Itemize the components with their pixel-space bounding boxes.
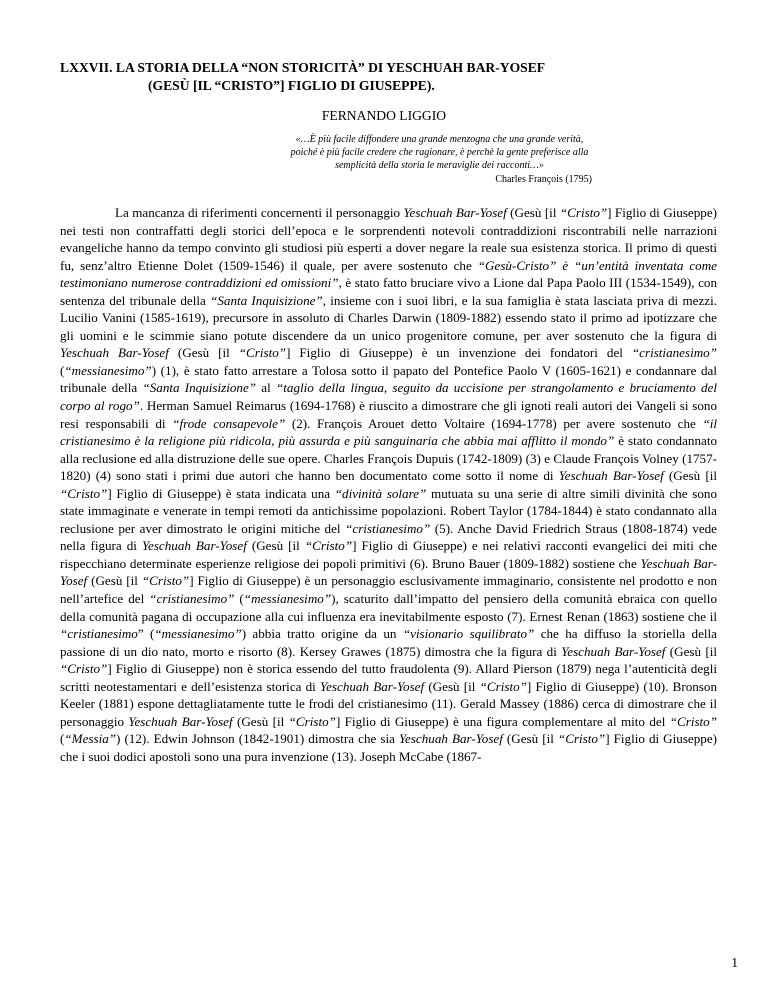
- text-run: è stato condannato alla reclusione ed alla distruzione delle sue opere. Charles François Dupuis (1742-1809) (3) e Claude François Volney (1757-1820) (4) sono stati i primi due autori che hanno ben documentato come sotto il nome di: [60, 433, 717, 484]
- italic-text-run: Yeschuah Bar-Yosef: [141, 538, 247, 554]
- text-run: . Herman Samuel Reimarus (1694-1768) è riuscito a dimostrare che gli ignoti reali autori dei Vangeli si sono resi responsabili di: [60, 398, 717, 431]
- epigraph: [287, 133, 592, 186]
- text-run: mutuata su una serie di altre simili divinità che sono state immaginate e venerate in tempi remoti da antichissime popolazioni. Robert Taylor (1784-1844) è stato condannato alla reclusione per aver dimostrato le origini mitiche del: [60, 485, 717, 536]
- italic-text-run: Yeschuah Bar-Yosef: [128, 713, 233, 729]
- italic-text-run: “messianesimo”: [243, 591, 332, 607]
- text-run: (: [60, 731, 65, 747]
- text-run: (Gesù [il: [665, 643, 717, 659]
- text-run: ] Figlio di Giuseppe) e nei relativi racconti evangelici dei miti che rispecchiano determinate esperienze religiose dei popoli primitivi (6). Bruno Bauer (1809-1882) sostiene che: [60, 538, 718, 571]
- italic-text-run: “Cristo”: [304, 538, 353, 554]
- italic-text-run: “Santa Inquisizione”: [210, 292, 323, 308]
- italic-text-run: “cristianesimo”: [631, 345, 717, 361]
- text-run: (: [234, 591, 244, 607]
- italic-text-run: “frode consapevole”: [172, 415, 286, 431]
- italic-text-run: “cristianesimo: [60, 626, 138, 642]
- text-run: (Gesù [il: [87, 573, 142, 589]
- text-run: , è stato fatto bruciare vivo a Lione dal Papa Paolo III (1534-1549), con sentenza del tribunale della: [60, 275, 717, 308]
- epigraph-quote: «…È più facile diffondere una grande menzogna che una grande verità, poiché è più facile credere che ragionare, è perchè la gente preferisce alla semplicità della storia le meraviglie dei racconti…»: [290, 134, 589, 172]
- italic-text-run: Yeschuah Bar-Yosef: [398, 731, 503, 747]
- italic-text-run: “il cristianesimo è la religione più ridicola, più assurda e più sanguinaria che abbia mai afflitto il mondo”: [60, 415, 718, 449]
- italic-text-run: “Cristo”: [557, 731, 606, 747]
- italic-text-run: “messianesimo”: [154, 626, 242, 642]
- title-line-1: LXXVII. LA STORIA DELLA “NON STORICITÀ” DI YESCHUAH BAR-YOSEF: [60, 60, 546, 75]
- text-run: ) (12). Edwin Johnson (1842-1901) dimostra che sia: [116, 731, 399, 747]
- text-run: (: [60, 362, 65, 378]
- italic-text-run: “Cristo”: [559, 205, 608, 220]
- italic-text-run: “Cristo”: [479, 678, 527, 694]
- text-run: ] Figlio di Giuseppe) che i suoi dodici apostoli sono una pura invenzione (13). Joseph McCabe (1867-: [60, 731, 717, 764]
- text-run: (Gesù [il: [424, 678, 480, 694]
- italic-text-run: “Cristo”: [669, 713, 718, 729]
- text-run: (Gesù [il: [663, 468, 717, 484]
- italic-text-run: “Messia”: [64, 731, 117, 747]
- text-run: ] Figlio di Giuseppe) nei testi non contraffatti degli storici dell’epoca e le sorprendenti notevoli contraddizioni riscontrabili nelle narrazioni evangeliche hanno da tempo convinto gli studiosi più esperti a dover negare la reale sua esistenza storica. Il primo di questi fu, senz’altro Etienne Dolet (1509-1546) il quale, per avere sostenuto che: [60, 205, 718, 273]
- italic-text-run: Yeschuah Bar-Yosef: [320, 678, 425, 694]
- italic-text-run: Yeschuah Bar-Yosef: [558, 468, 664, 484]
- text-run: ] Figlio di Giuseppe) è un personaggio esclusivamente immaginario, consistente nel prodotto e non nell’artefice del: [60, 573, 717, 607]
- text-run: ] Figlio di Giuseppe) è un invenzione dei fondatori del: [286, 345, 632, 361]
- text-run: ] Figlio di Giuseppe) è una figura complementare al mito del: [335, 713, 670, 729]
- body-paragraph: [60, 204, 717, 766]
- italic-text-run: “Gesù-Cristo” è “un’entità inventata come testimoniano numerose contraddizioni ed omissioni”: [60, 257, 717, 291]
- text-run: ] Figlio di Giuseppe) non è storica essendo del tutto fraudolenta (9). Allard Pierson (1879) nega l’autenticità degli scritti neotestamentari e dell’esistenza storica di: [60, 661, 717, 694]
- text-run: (Gesù [il: [246, 538, 305, 554]
- italic-text-run: “visionario squilibrato”: [402, 626, 535, 642]
- italic-text-run: Yeschuah Bar-Yosef: [60, 345, 169, 361]
- italic-text-run: “Cristo”: [141, 573, 190, 589]
- page-number: 1: [731, 955, 738, 970]
- text-run: (Gesù [il: [502, 731, 558, 747]
- text-run: (5). Anche David Friedrich Straus (1808-1874) vede nella figura di: [60, 520, 717, 554]
- italic-text-run: Yeschuah Bar-Yosef: [403, 205, 507, 220]
- italic-text-run: “divinità solare”: [334, 485, 427, 501]
- text-run: La mancanza di riferimenti concernenti il personaggio: [115, 205, 404, 220]
- text-run: ) (1), è stato fatto arrestare a Tolosa sotto il papato del Pontefice Paolo V (1605-1621) e condannare dal tribunale della: [60, 362, 717, 396]
- text-run: ” (: [137, 626, 155, 642]
- italic-text-run: “Cristo”: [238, 345, 287, 361]
- text-run: (Gesù [il: [506, 205, 560, 220]
- italic-text-run: “Cristo”: [60, 485, 108, 501]
- text-run: (Gesù [il: [168, 345, 239, 361]
- italic-text-run: “Cristo”: [288, 713, 336, 729]
- title-line-2: (GESÙ [IL “CRISTO”] FIGLIO DI GIUSEPPE).: [148, 77, 435, 93]
- text-run: ) abbia tratto origine da un: [241, 626, 403, 642]
- italic-text-run: “Cristo”: [60, 661, 108, 677]
- text-run: (Gesù [il: [232, 713, 289, 729]
- document-title: [60, 59, 740, 94]
- author-name: FERNANDO LIGGIO: [321, 108, 447, 123]
- italic-text-run: “taglio della lingua, seguito da uccisione per strangolamento e bruciamento del corpo al rogo”: [60, 380, 718, 414]
- text-run: , insieme con i suoi libri, e la sua famiglia è stata lasciata priva di mezzi. Lucilio Vanini (1585-1619), precursore in assoluto di Charles Darwin (1809-1882) essendo stato il primo ad ipotizzare che gli uomini e le scimmie siano potute discendere da un unico progenitore comune, per aver sostenuto che la figura di: [60, 292, 717, 343]
- text-run: (2). François Arouet detto Voltaire (1694-1778) per avere sostenuto che: [285, 415, 703, 431]
- text-run: ), scaturito dall’impatto del pensiero della comunità ebraica con quello della comunità pagana di occupazione alla cui influenza era inevitabilmente esposto (7). Ernest Renan (1863) sostiene che il: [60, 591, 717, 624]
- epigraph-attribution: Charles François (1795): [495, 173, 592, 185]
- italic-text-run: “cristianesimo”: [345, 520, 431, 536]
- italic-text-run: Yeschuah Bar-Yosef: [60, 555, 717, 589]
- italic-text-run: “Santa Inquisizione”: [142, 380, 257, 396]
- italic-text-run: Yeschuah Bar-Yosef: [561, 643, 666, 659]
- text-run: ] Figlio di Giuseppe) è stata indicata una: [107, 485, 335, 501]
- text-run: ] Figlio di Giuseppe) (10). Bronson Keeler (1881) espone dettagliatamente tutte le frodi del cristianesimo (11). Gerald Massey (1886) cerca di dimostrare che il personaggio: [60, 678, 717, 729]
- text-run: al: [256, 380, 276, 396]
- italic-text-run: “messianesimo”: [64, 362, 152, 378]
- italic-text-run: “cristianesimo”: [149, 591, 235, 607]
- text-run: che ha diffuso la storiella della passione di un dio nato, morto e risorto (8). Kersey Grawes (1875) dimostra che la figura di: [60, 626, 717, 659]
